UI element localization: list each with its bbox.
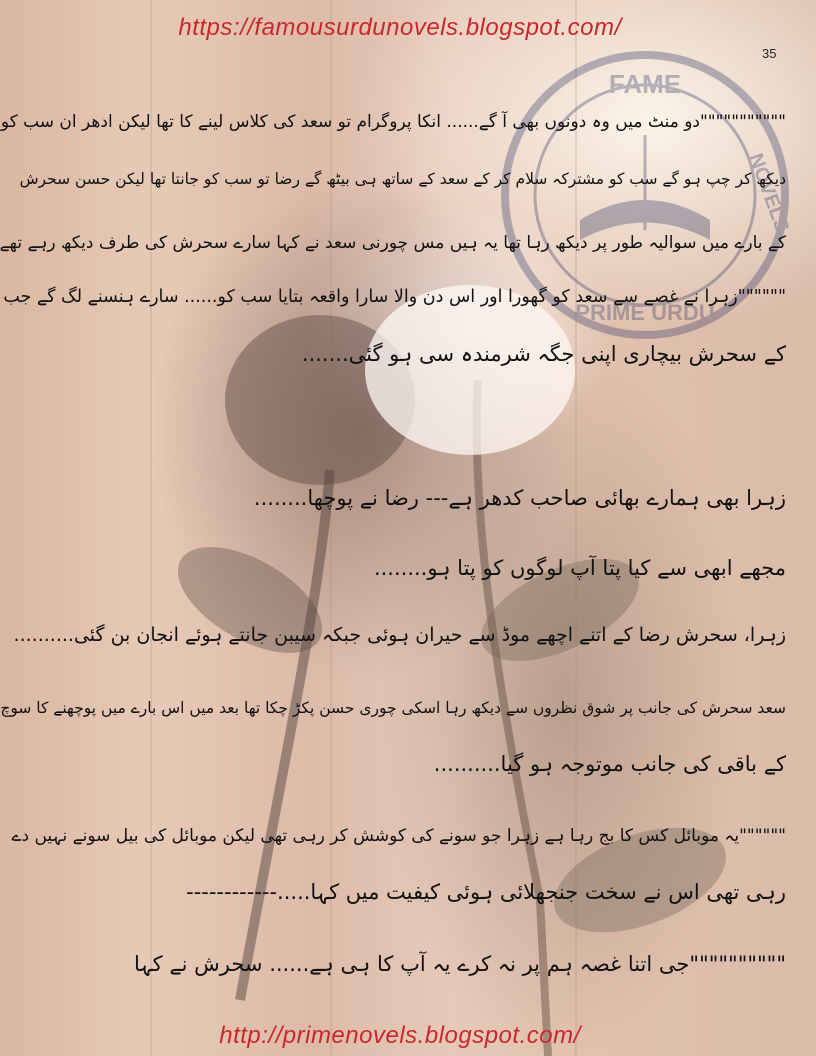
- text-line: سعد سحرش کی جانب پر شوق نظروں سے دیکھ رہا اسکی چوری حسن پکڑ چکا تھا بعد میں اس بارے میں پوچھنے کا سوچ: [0, 699, 786, 717]
- text-line: رہی تھی اس نے سخت جنجھلائی ہوئی کیفیت میں کہا.....------------: [186, 880, 786, 904]
- text-line: زہرا بھی ہمارے بھائی صاحب کدھر ہے--- رضا نے پوچھا........: [253, 486, 786, 510]
- text-line: """"""یہ موبائل کس کا بج رہا ہے زہرا جو سونے کی کوشش کر رہی تھی لیکن موبائل کی بیل سونے نہیں دے: [11, 826, 786, 846]
- text-line: کے بارے میں سوالیہ طور پر دیکھ رہا تھا یہ ہیں مس چورنی سعد نے کہا سارے سحرش کی طرف دیکھ رہے تھے: [0, 233, 786, 253]
- text-line: """"""زہرا نے غصے سے سعد کو گھورا اور اس دن والا سارا واقعہ بتایا سب کو...... سارے ہنسنے لگ گے جب: [3, 287, 786, 307]
- watermark-bottom-text: PRIME URDU: [575, 300, 715, 325]
- text-line: """""""""""دو منٹ میں وہ دونوں بھی آ گے...... انکا پروگرام تو سعد کی کلاس لینے کا تھا لیکن ادھر ان سب کو: [0, 112, 786, 132]
- text-line: کے باقی کی جانب موتوجہ ہو گیا..........: [433, 752, 786, 776]
- text-line: دیکھ کر چپ ہو گے سب کو مشترکہ سلام کر کے سعد کے ساتھ ہی بیٹھ گے رضا تو سب کو جانتا تھا لیکن حسن سحرش: [19, 170, 786, 188]
- header-url-link[interactable]: https://famousurdunovels.blogspot.com/: [178, 14, 622, 41]
- watermark-side-text: NOVELS: [744, 150, 794, 236]
- text-line: """"""""""جی اتنا غصہ ہم پر نہ کرے یہ آپ کا ہی ہے...... سحرش نے کہا: [133, 952, 786, 976]
- text-line: زہرا، سحرش رضا کے اتنے اچھے موڈ سے حیران ہوئی جبکہ سیبن جانتے ہوئے انجان بن گئی..........: [13, 624, 786, 646]
- watermark-top-text: FAME: [608, 69, 682, 99]
- text-line: کے سحرش بیچاری اپنی جگہ شرمندہ سی ہو گئی.......: [301, 342, 786, 366]
- footer-url-link[interactable]: http://primenovels.blogspot.com/: [219, 1022, 581, 1049]
- text-line: مجھے ابھی سے کیا پتا آپ لوگوں کو پتا ہو........: [373, 556, 786, 580]
- page-number: 35: [762, 46, 777, 61]
